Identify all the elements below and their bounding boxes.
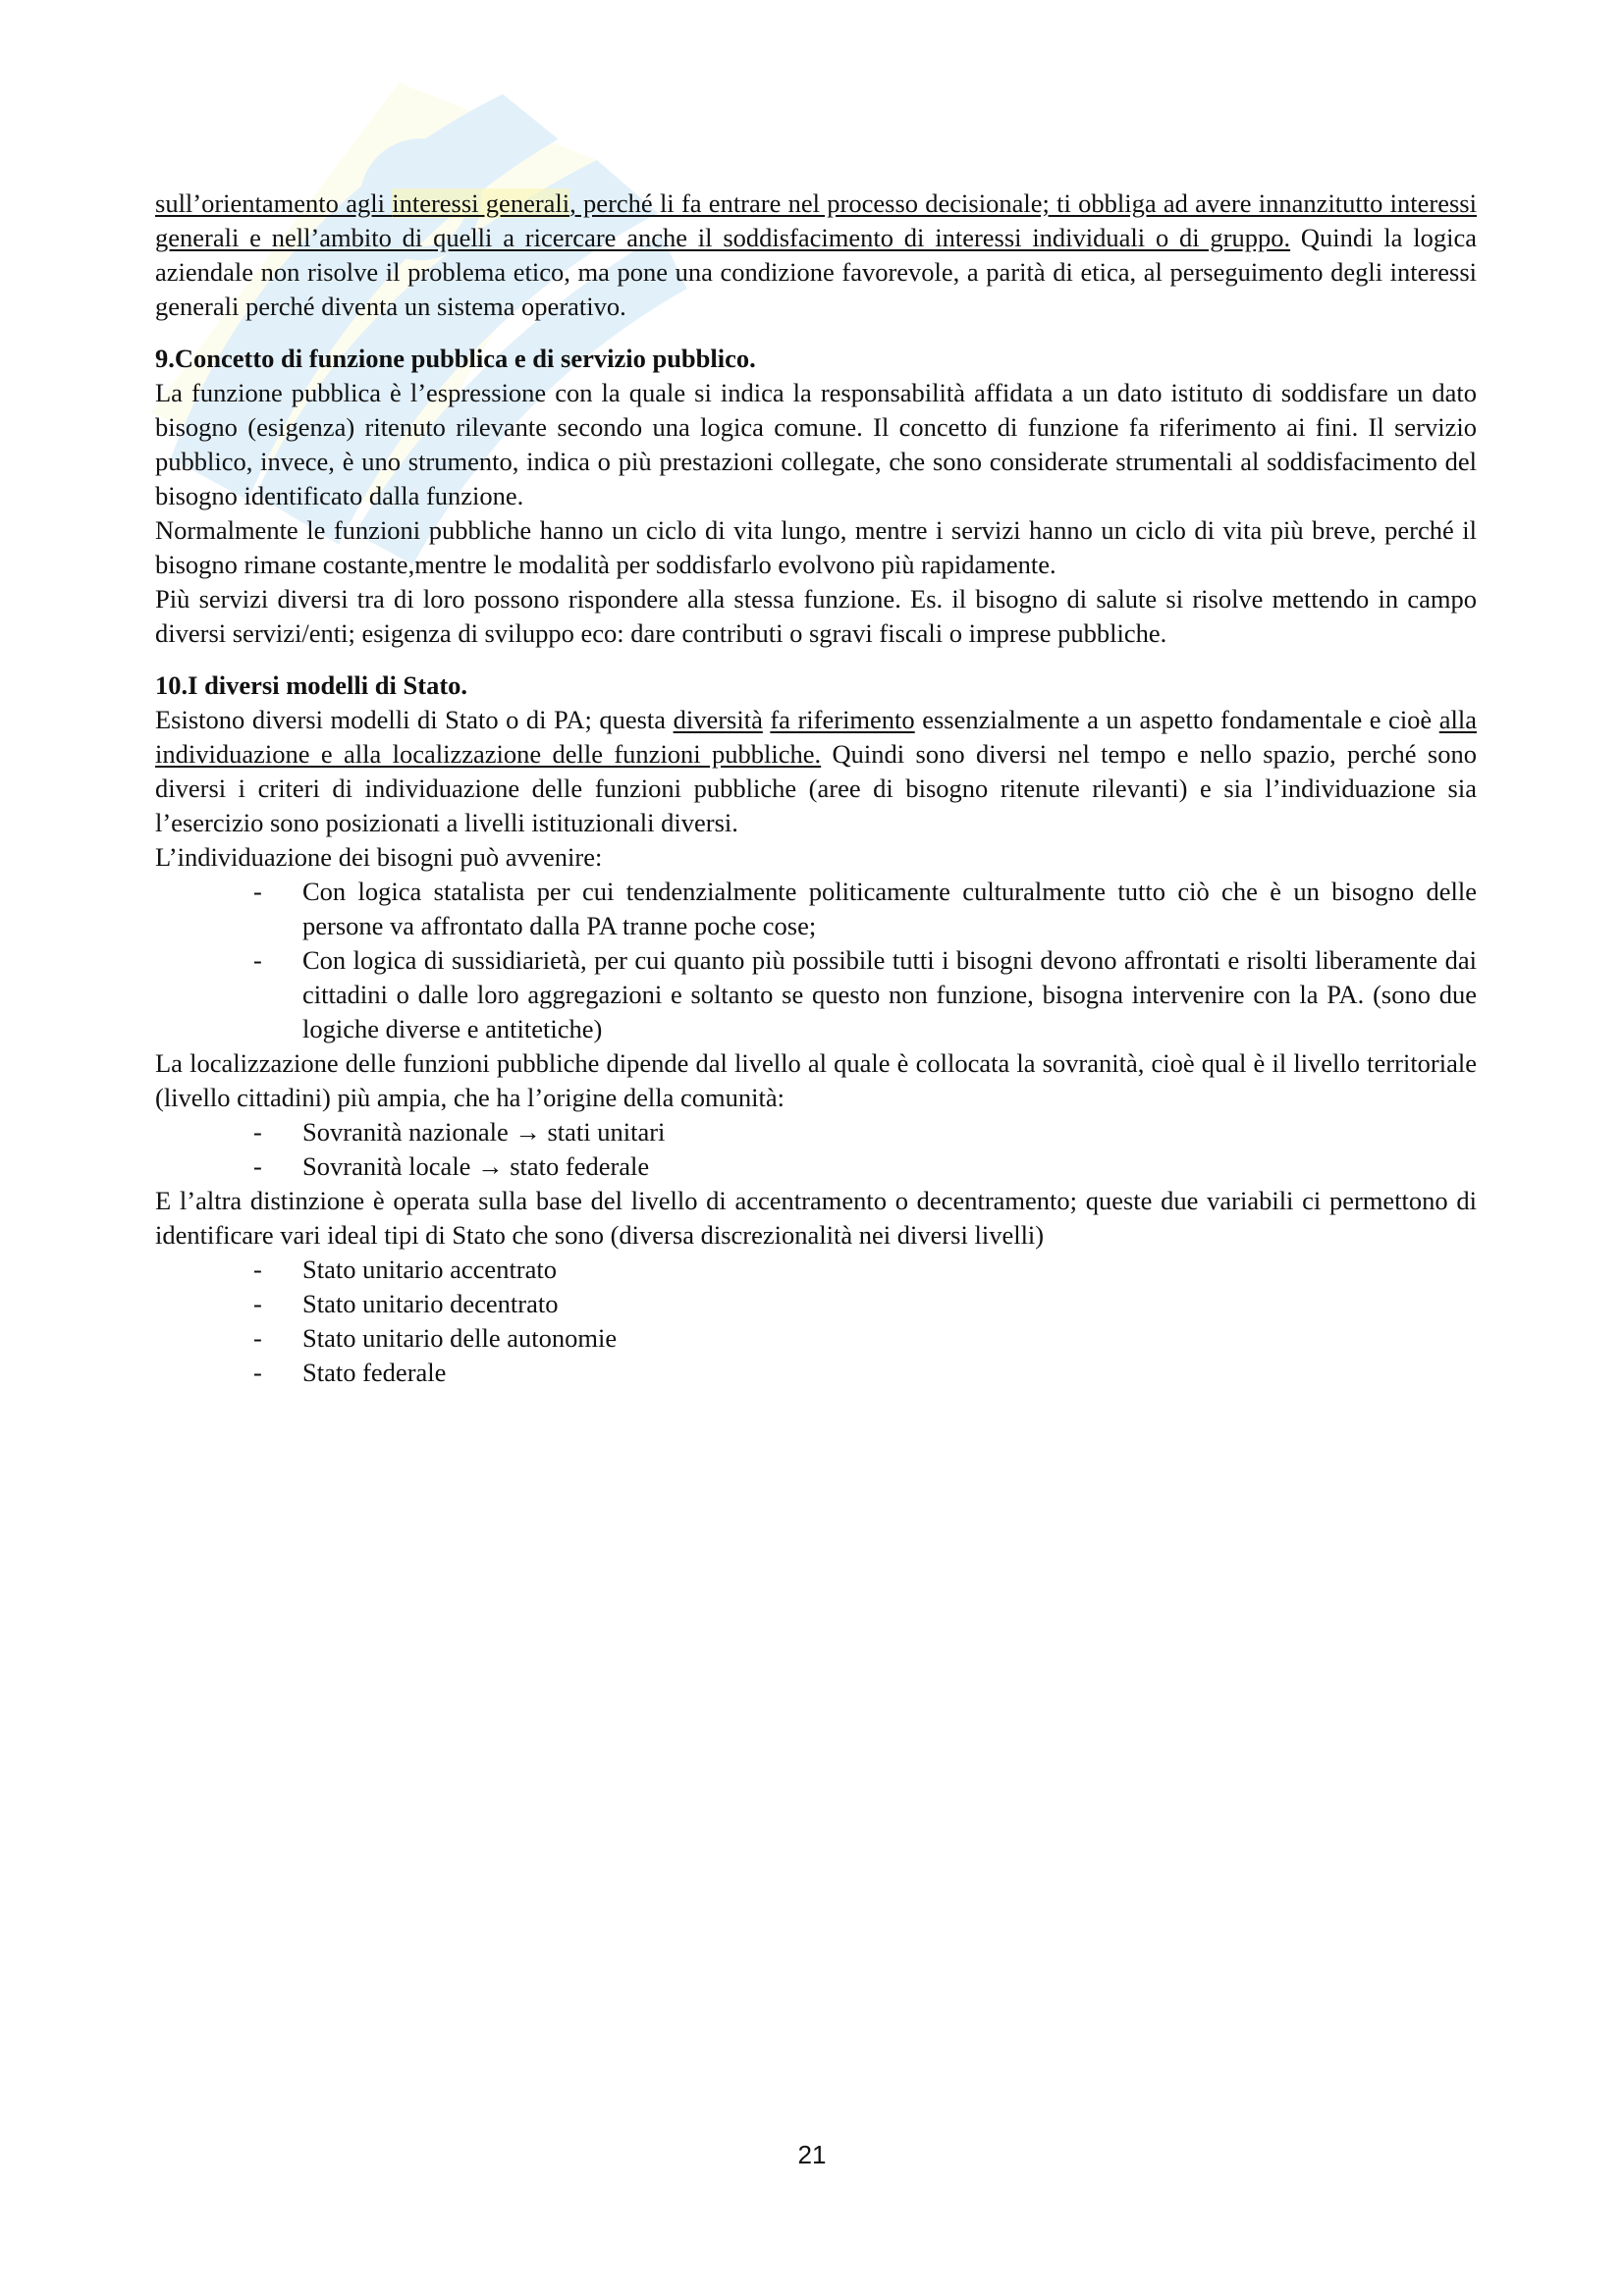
section-10-paragraph-3: La localizzazione delle funzioni pubbliche dipende dal livello al quale è collocata la sovranità, cioè qual è il livello territoriale (livello cittadini) più ampia, che ha l’origine della comunità:	[155, 1048, 1477, 1112]
list-item: - Stato unitario delle autonomie	[155, 1321, 1477, 1356]
list-item: - Stato federale	[155, 1356, 1477, 1390]
intro-highlight: interessi generali	[392, 188, 570, 218]
intro-underlined-a: sull’orientamento agli interessi generali, perché li fa entrare nel processo decisionale; ti obbliga ad avere innanzitutto interessi generali e nell’ambito di quelli a ricercare anche il soddisfacimento di interessi individuali o di gruppo.	[155, 188, 1477, 252]
list-item: - Con logica di sussidiarietà, per cui quanto più possibile tutti i bisogni devono affrontati e risolti liberamente dai cittadini o dalle loro aggregazioni e soltanto se questo non funzione, bisogna intervenire con la PA. (sono due logiche diverse e antitetiche)	[155, 943, 1477, 1046]
section-9-heading: 9.Concetto di funzione pubblica e di servizio pubblico.	[155, 344, 756, 373]
list-item: - Con logica statalista per cui tendenzialmente politicamente culturalmente tutto ciò che è un bisogno delle persone va affrontato dalla PA tranne poche cose;	[155, 875, 1477, 943]
document-page	[155, 187, 1477, 1390]
section-9-paragraph-1: La funzione pubblica è l’espressione con la quale si indica la responsabilità affidata a un dato istituto di soddisfare un dato bisogno (esigenza) ritenuto rilevante secondo una logica comune. Il concetto di funzione fa riferimento ai fini. Il servizio pubblico, invece, è uno strumento, indica o più prestazioni collegate, che sono considerate strumentali al soddisfacimento del bisogno identificato dalla funzione.	[155, 378, 1477, 510]
sovereignty-list	[155, 1115, 1477, 1184]
page-number: 21	[797, 2140, 827, 2169]
section-10-heading: 10.I diversi modelli di Stato.	[155, 670, 468, 700]
list-item: - Sovranità nazionale → stati unitari	[155, 1115, 1477, 1149]
intro-paragraph: sull’orientamento agli interessi generali, perché li fa entrare nel processo decisionale; ti obbliga ad avere innanzitutto interessi generali e nell’ambito di quelli a ricercare anche il soddisfacimento di interessi individuali o di gruppo. Quindi la logica aziendale non risolve il problema etico, ma pone una condizione favorevole, a parità di etica, al perseguimento degli interessi generali perché diventa un sistema operativo.	[155, 188, 1477, 321]
section-9-paragraph-2: Normalmente le funzioni pubbliche hanno un ciclo di vita lungo, mentre i servizi hanno un ciclo di vita più breve, perché il bisogno rimane costante,mentre le modalità per soddisfarlo evolvono più rapidamente.	[155, 515, 1477, 579]
state-types-list	[155, 1253, 1477, 1390]
list-item: - Sovranità locale → stato federale	[155, 1149, 1477, 1184]
needs-logic-list	[155, 875, 1477, 1046]
section-10-paragraph-4: E l’altra distinzione è operata sulla base del livello di accentramento o decentramento; queste due variabili ci permettono di identificare vari ideal tipi di Stato che sono (diversa discrezionalità nei diversi livelli)	[155, 1186, 1477, 1250]
section-9-paragraph-3: Più servizi diversi tra di loro possono rispondere alla stessa funzione. Es. il bisogno di salute si risolve mettendo in campo diversi servizi/enti; esigenza di sviluppo eco: dare contributi o sgravi fiscali o imprese pubbliche.	[155, 584, 1477, 648]
list-item: - Stato unitario decentrato	[155, 1287, 1477, 1321]
list-item: - Stato unitario accentrato	[155, 1253, 1477, 1287]
section-10-paragraph-1: Esistono diversi modelli di Stato o di PA; questa diversità fa riferimento essenzialmente a un aspetto fondamentale e cioè alla individuazione e alla localizzazione delle funzioni pubbliche. Quindi sono diversi nel tempo e nello spazio, perché sono diversi i criteri di individuazione delle funzioni pubbliche (aree di bisogno ritenute rilevanti) e sia l’individuazione sia l’esercizio sono posizionati a livelli istituzionali diversi.	[155, 705, 1477, 837]
section-10-paragraph-2: L’individuazione dei bisogni può avvenire:	[155, 842, 603, 872]
